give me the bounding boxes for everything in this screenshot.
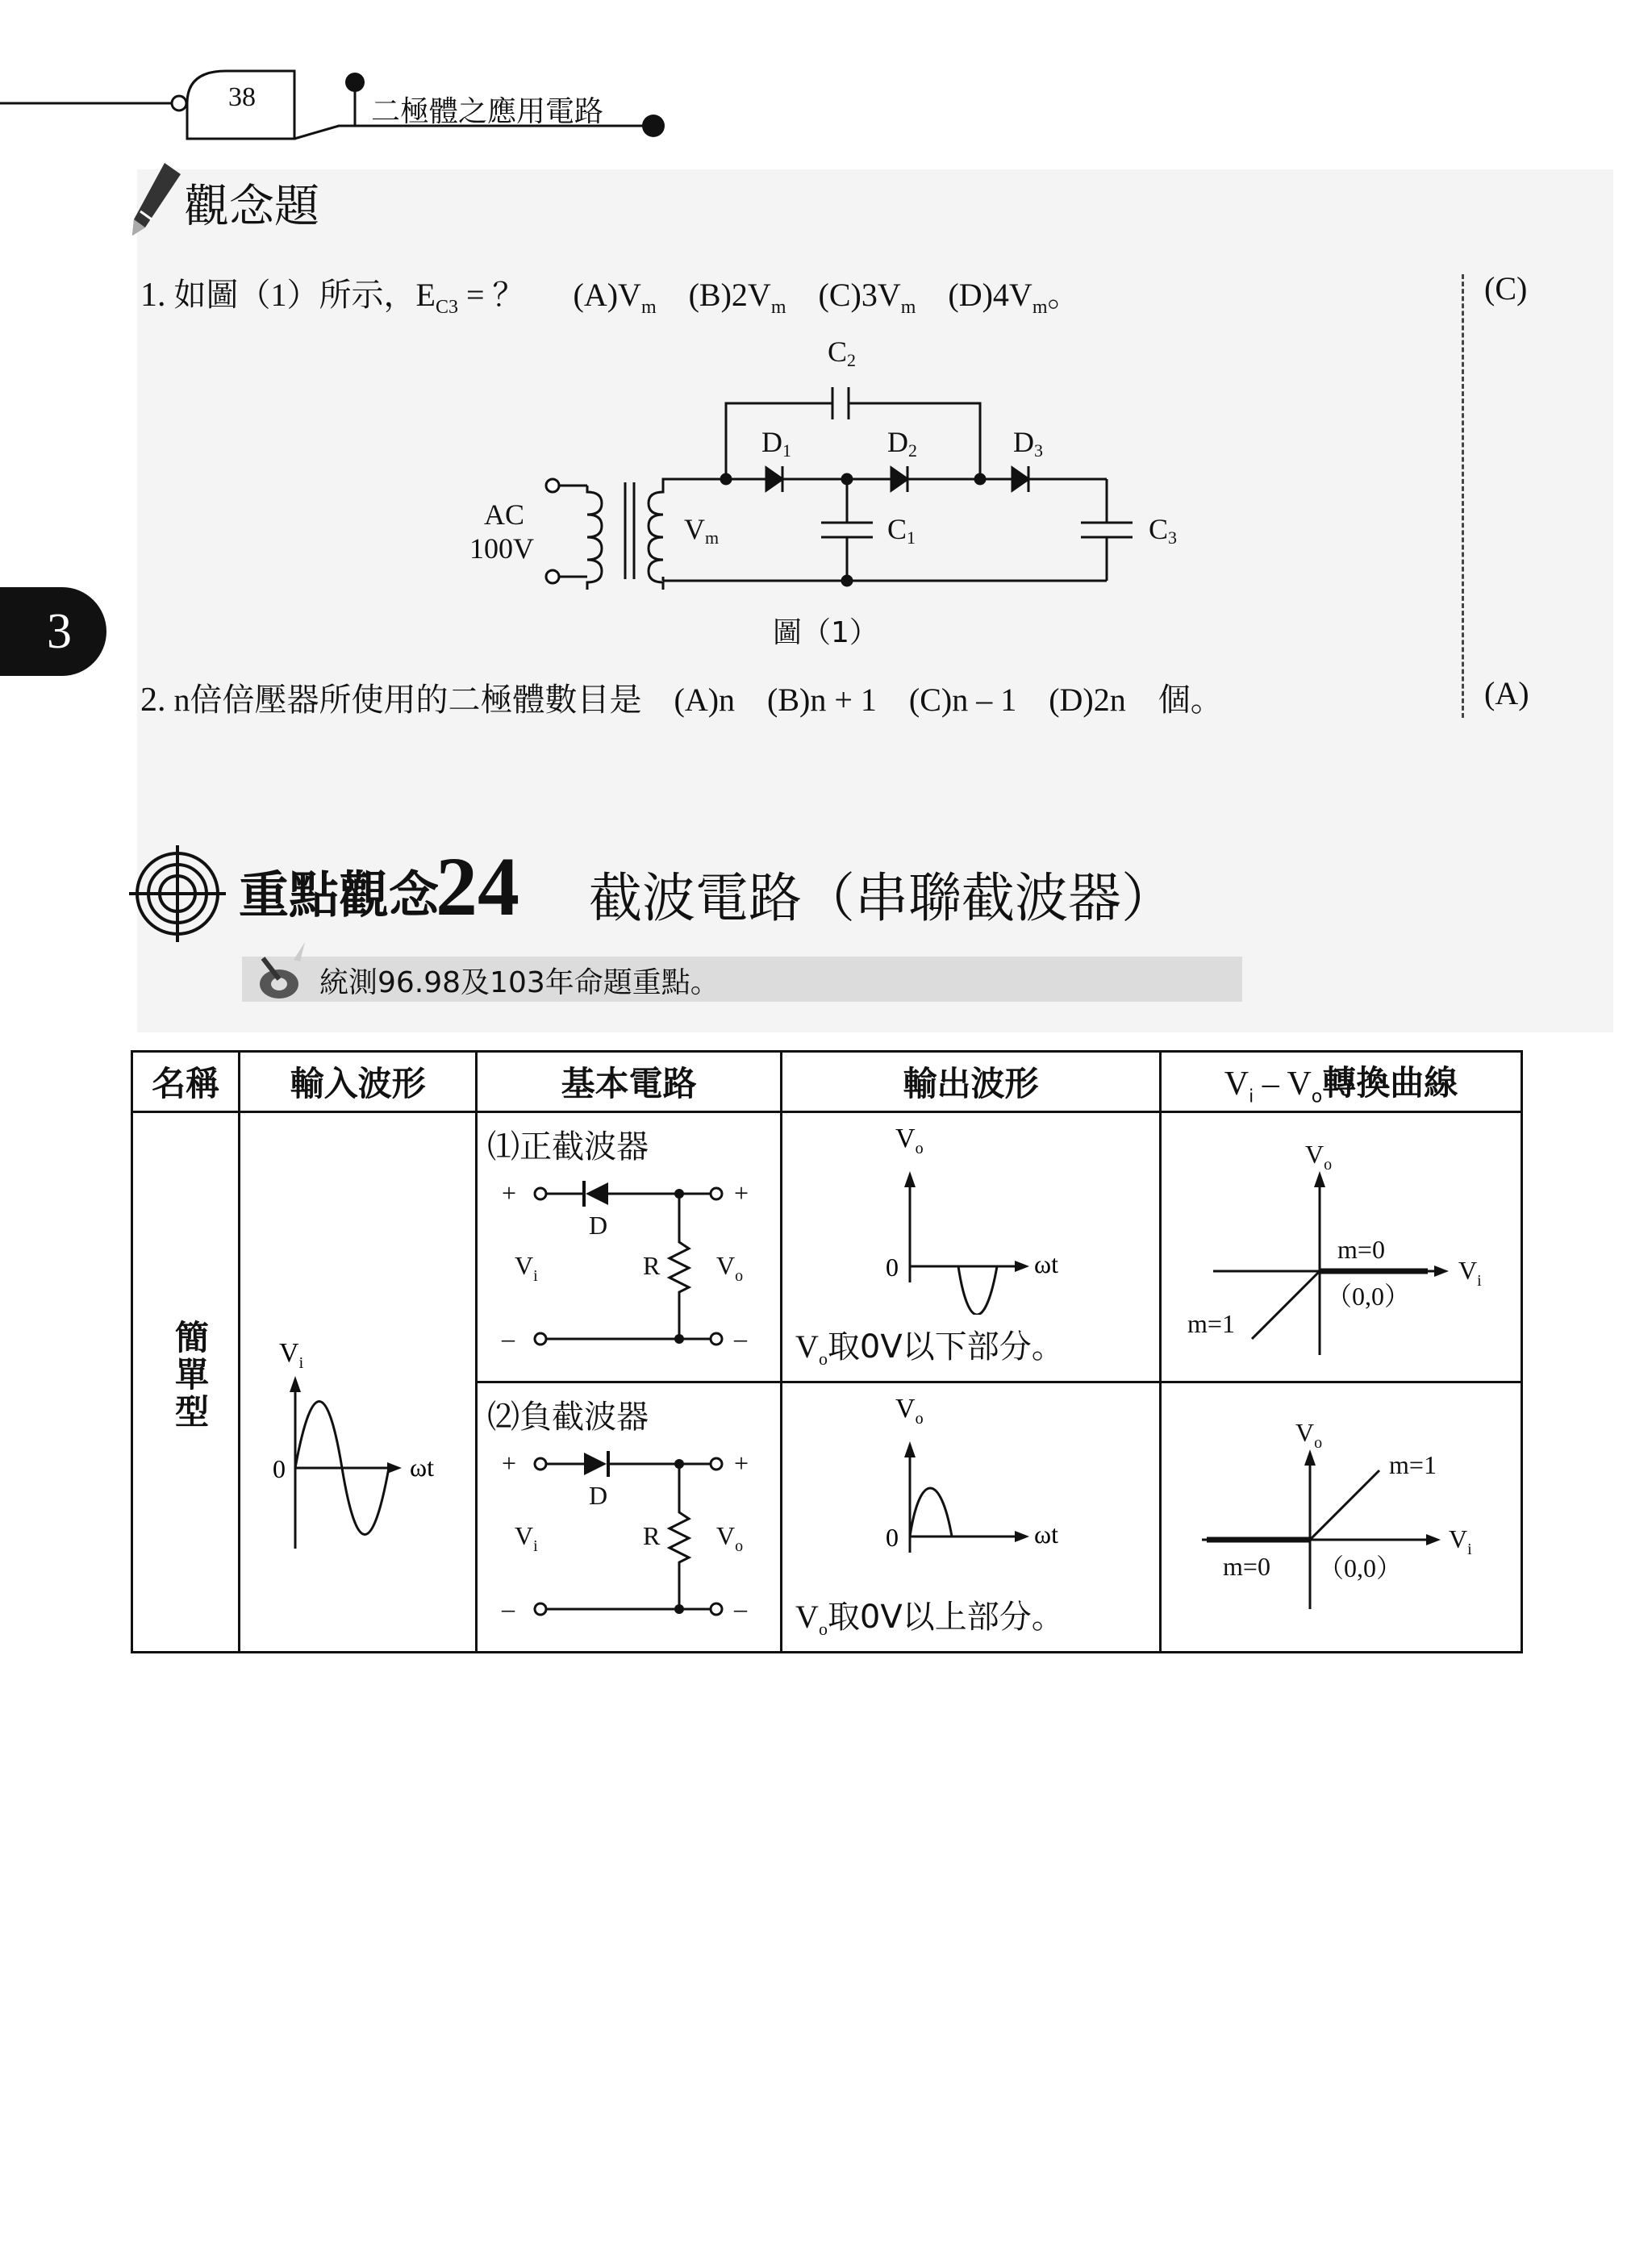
output-minus-sign: – (734, 1594, 748, 1623)
d3-label: D3 (1013, 426, 1043, 461)
input-wave-cell (240, 1112, 477, 1653)
diode-label: D (589, 1481, 608, 1510)
diode-label: D (589, 1211, 608, 1240)
c3-label: C3 (1149, 513, 1178, 548)
origin-label: （0,0） (1326, 1282, 1411, 1311)
question-text: n倍倍壓器所使用的二極體數目是 (A)n (B)n + 1 (C)n – 1 (D)2n 個。 (173, 682, 1223, 718)
row-name-cell (132, 1112, 240, 1653)
input-minus-sign: – (502, 1594, 515, 1623)
page-number: 38 (228, 82, 256, 112)
output-origin-label: 0 (886, 1523, 899, 1552)
c2-label: C2 (828, 336, 857, 370)
answer-divider (1462, 274, 1464, 718)
circuit-cell-positive (477, 1112, 782, 1382)
answer-1: (C) (1484, 270, 1528, 306)
vo-label: $V_o$ (716, 1521, 744, 1555)
output-y-label: $V_o$ (895, 1124, 924, 1157)
output-y-label: $V_o$ (895, 1394, 924, 1428)
input-plus-sign: + (502, 1449, 517, 1478)
source-label-ac: AC (484, 498, 525, 531)
figure-1-caption: 圖（1） (773, 616, 878, 649)
input-minus-sign: – (502, 1324, 515, 1353)
transfer-x-label: $V_i$ (1458, 1256, 1482, 1290)
clipper-table (131, 1050, 1523, 1653)
transfer-x-label: $V_i$ (1449, 1524, 1472, 1558)
positive-clipper-output-wave (782, 1113, 1158, 1315)
output-x-label: ωt (1034, 1249, 1058, 1278)
output-x-label: ωt (1034, 1520, 1058, 1549)
header-name: 名稱 (132, 1052, 240, 1112)
option-d: $(D)4V_m$ (948, 277, 1048, 318)
question-1: 1. 如圖（1）所示，$E_{C3}$ = ？ $(A)V_m$ $(B)2V_m$ $(C)3V_m$ $(D)4V_m$。 (140, 277, 1080, 318)
key-concept-label: 重點觀念 (239, 865, 440, 924)
key-concept-title: 截波電路（串聯截波器） (589, 867, 1174, 929)
slope-left-label: m=1 (1187, 1309, 1235, 1338)
input-plus-sign: + (502, 1178, 517, 1207)
header-input-wave: 輸入波形 (240, 1052, 477, 1112)
slope-right-label: m=1 (1389, 1450, 1437, 1479)
input-origin-label: 0 (273, 1454, 286, 1483)
transfer-cell-negative (1161, 1382, 1522, 1653)
option-a: $(A)V_m$ (573, 277, 657, 318)
vm-label: Vm (684, 513, 720, 548)
concept-section-title: 觀念題 (184, 181, 319, 233)
question-number: 2. (140, 682, 166, 719)
circuit-title: ⑵負截波器 (487, 1399, 649, 1436)
vi-label: $V_i$ (515, 1521, 538, 1555)
negative-clipper-output-wave (782, 1383, 1158, 1585)
output-minus-sign: – (734, 1324, 748, 1353)
d1-label: D1 (761, 426, 791, 461)
exam-note: 統測96.98及103年命題重點。 (319, 966, 720, 999)
transfer-cell-positive (1161, 1112, 1522, 1382)
input-y-label: $V_i$ (279, 1338, 304, 1372)
negative-clipper-transfer-curve (1162, 1383, 1520, 1648)
option-c: $(C)3V_m$ (818, 277, 916, 318)
input-x-label: ωt (410, 1453, 435, 1482)
chapter-title: 二極體之應用電路 (371, 95, 604, 128)
output-note: $V_o$取0V以下部分。 (795, 1328, 1064, 1369)
key-concept-number: 24 (436, 840, 519, 933)
c1-label: C1 (887, 513, 916, 548)
vo-label: $V_o$ (716, 1251, 744, 1285)
d2-label: D2 (887, 426, 917, 461)
target-icon (129, 845, 226, 942)
output-plus-sign: + (734, 1449, 749, 1478)
circuit-cell-negative (477, 1382, 782, 1653)
output-cell-negative (782, 1382, 1161, 1653)
slope-right-label: m=0 (1337, 1235, 1385, 1264)
table-header-row (132, 1052, 1522, 1112)
question-number: 1. (140, 277, 166, 314)
transfer-y-label: $V_o$ (1295, 1418, 1323, 1452)
origin-label: （0,0） (1318, 1553, 1403, 1582)
output-plus-sign: + (734, 1178, 749, 1207)
figure-1-voltage-tripler (452, 323, 1226, 613)
option-b: $(B)2V_m$ (688, 277, 786, 318)
table-row (132, 1112, 1522, 1382)
transfer-y-label: $V_o$ (1305, 1140, 1333, 1174)
resistor-label: R (643, 1521, 661, 1550)
header-basic-circuit: 基本電路 (477, 1052, 782, 1112)
header-output-wave: 輸出波形 (782, 1052, 1161, 1112)
answer-2: (A) (1484, 675, 1529, 711)
exam-note-icon (252, 942, 308, 1005)
chapter-tab: 3 (0, 587, 106, 676)
output-note: $V_o$取0V以上部分。 (795, 1599, 1064, 1639)
question-2 (140, 674, 1223, 720)
output-origin-label: 0 (886, 1253, 899, 1282)
input-sine-wave (240, 1113, 474, 1645)
vi-label: $V_i$ (515, 1251, 538, 1285)
resistor-label: R (643, 1251, 661, 1280)
output-cell-positive (782, 1112, 1161, 1382)
pencil-icon (127, 161, 186, 239)
row-name: 簡單型 (170, 1320, 210, 1431)
circuit-title: ⑴正截波器 (487, 1128, 649, 1165)
positive-clipper-transfer-curve (1162, 1113, 1520, 1378)
header-transfer-curve: $V_i - V_o$轉換曲線 (1161, 1052, 1522, 1112)
source-label-voltage: 100V (469, 532, 534, 565)
question-text: 如圖（1）所示，E (173, 277, 436, 313)
slope-left-label: m=0 (1223, 1552, 1270, 1581)
